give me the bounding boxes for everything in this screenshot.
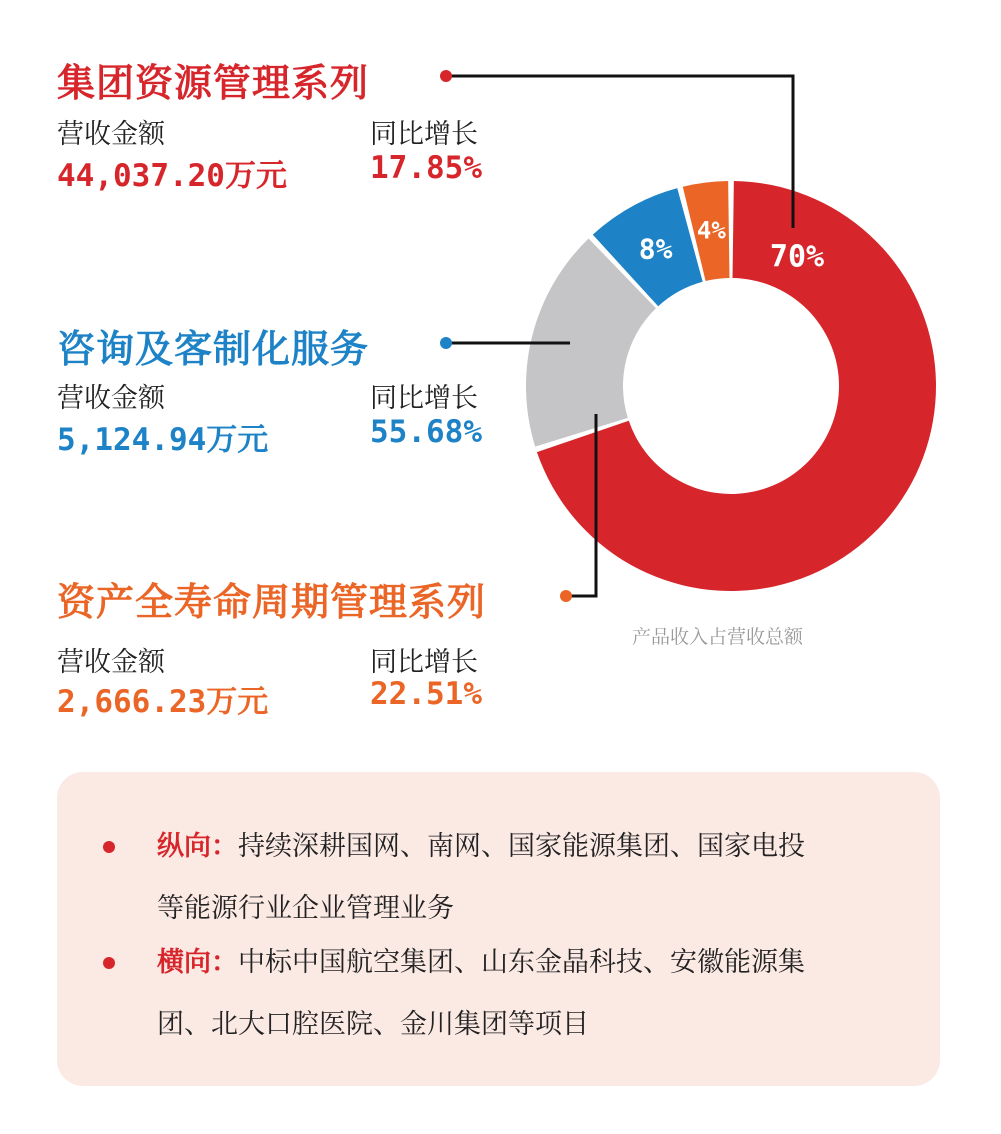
note-horizontal-line1: 中标中国航空集团、山东金晶科技、安徽能源集 xyxy=(238,947,805,978)
growth-label-asset-lifecycle: 同比增长 xyxy=(370,647,478,678)
revenue-label-group-resource: 营收金额 xyxy=(57,119,165,150)
series-title-group-resource: 集团资源管理系列 xyxy=(57,61,370,105)
note-horizontal-line2: 团、北大口腔医院、金川集团等项目 xyxy=(157,1009,589,1040)
bullet-dot xyxy=(103,957,115,969)
revenue-label-asset-lifecycle: 营收金额 xyxy=(57,647,165,678)
bullet-dot xyxy=(103,841,115,853)
chart-caption: 产品收入占营收总额 xyxy=(632,626,804,648)
revenue-value-consulting: 5,124.94万元 xyxy=(57,422,269,458)
growth-value-group-resource: 17.85% xyxy=(370,150,482,186)
growth-value-consulting: 55.68% xyxy=(370,414,482,450)
growth-label-group-resource: 同比增长 xyxy=(370,119,478,150)
revenue-value-group-resource: 44,037.20万元 xyxy=(57,158,287,194)
donut-slice-label-3: 4% xyxy=(696,216,726,245)
note-vertical-line2: 等能源行业企业管理业务 xyxy=(157,893,454,924)
note-vertical-text xyxy=(157,816,907,940)
revenue-label-consulting: 营收金额 xyxy=(57,383,165,414)
note-vertical-key: 纵向： xyxy=(157,831,238,862)
note-horizontal-text xyxy=(157,932,907,1056)
leader-dot-blue xyxy=(440,337,452,349)
donut-slice-label-0: 70% xyxy=(769,239,825,275)
growth-label-consulting: 同比增长 xyxy=(370,383,478,414)
series-title-asset-lifecycle: 资产全寿命周期管理系列 xyxy=(57,580,487,624)
leader-dot-orange xyxy=(560,590,572,602)
note-horizontal-key: 横向： xyxy=(157,947,238,978)
donut-slices xyxy=(526,181,936,591)
revenue-value-asset-lifecycle: 2,666.23万元 xyxy=(57,684,269,720)
donut-slice-label-2: 8% xyxy=(638,232,673,266)
notes-panel xyxy=(57,772,940,1086)
leader-dot-red xyxy=(440,70,452,82)
series-title-consulting: 咨询及客制化服务 xyxy=(57,327,370,371)
note-vertical-line1: 持续深耕国网、南网、国家能源集团、国家电投 xyxy=(238,831,805,862)
growth-value-asset-lifecycle: 22.51% xyxy=(370,676,482,712)
